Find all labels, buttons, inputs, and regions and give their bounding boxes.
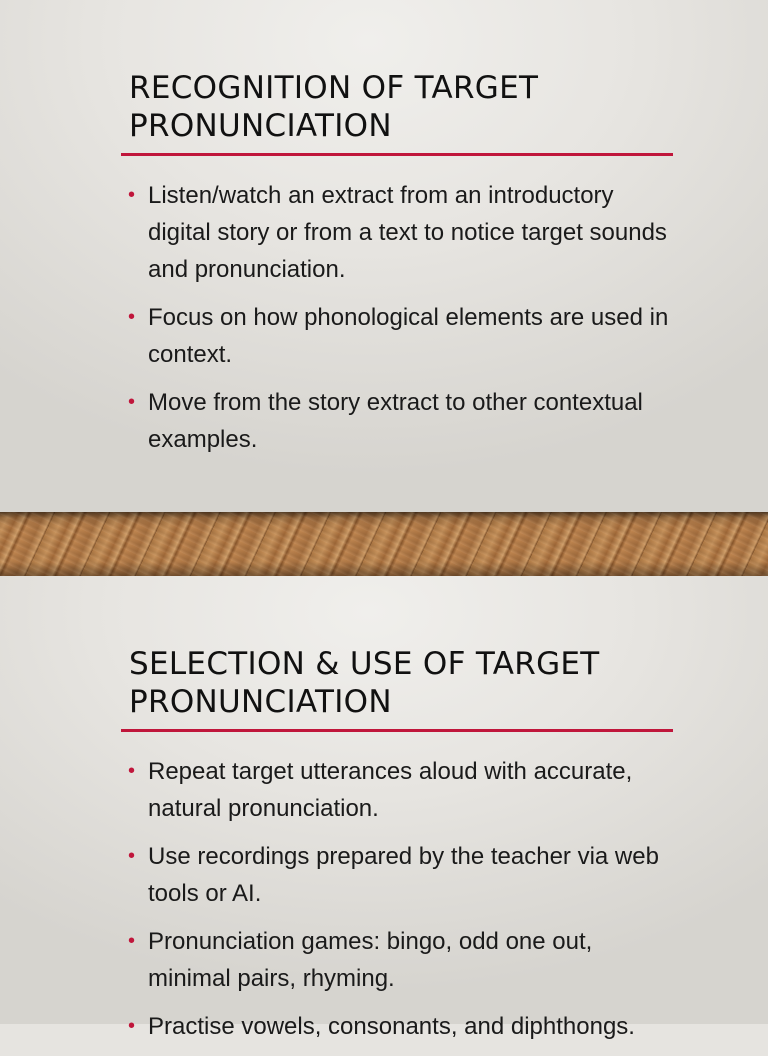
bullet-text: Pronunciation games: bingo, odd one out, minimal pairs, rhyming. [148, 928, 593, 992]
bullet-text: Use recordings prepared by the teacher via web tools or AI. [148, 843, 659, 907]
bullet-list [128, 753, 673, 1056]
bullet-text: Repeat target utterances aloud with accurate, natural pronunciation. [148, 758, 633, 822]
slide-selection-use [0, 576, 768, 1040]
wood-floor-divider [0, 512, 768, 576]
title-underline [121, 153, 673, 156]
bullet-dot-icon: • [128, 760, 136, 782]
bullet-dot-icon: • [128, 306, 136, 328]
slide-title [129, 69, 689, 145]
bullet-item [128, 384, 673, 458]
bullet-item [128, 299, 673, 373]
bullet-item [128, 923, 673, 997]
bullet-list [128, 177, 673, 469]
title-line-1: SELECTION & USE OF TARGET [129, 646, 600, 682]
bullet-dot-icon: • [128, 184, 136, 206]
bullet-text: Focus on how phonological elements are used in context. [148, 304, 669, 368]
bullet-dot-icon: • [128, 1015, 136, 1037]
title-line-1: RECOGNITION OF TARGET [129, 70, 539, 106]
bullet-text: Move from the story extract to other contextual examples. [148, 389, 643, 453]
bullet-item [128, 177, 673, 288]
bullet-dot-icon: • [128, 930, 136, 952]
bullet-item [128, 838, 673, 912]
slide-recognition [0, 0, 768, 512]
bullet-text: Listen/watch an extract from an introductory digital story or from a text to notice target sounds and pronunciation. [148, 182, 667, 283]
bullet-item [128, 1008, 673, 1045]
bullet-dot-icon: • [128, 391, 136, 413]
bullet-text: Practise vowels, consonants, and diphthongs. [148, 1013, 635, 1040]
bullet-item [128, 753, 673, 827]
title-line-2: PRONUNCIATION [129, 684, 392, 720]
title-underline [121, 729, 673, 732]
bullet-dot-icon: • [128, 845, 136, 867]
title-line-2: PRONUNCIATION [129, 108, 392, 144]
slide-title [129, 645, 689, 721]
